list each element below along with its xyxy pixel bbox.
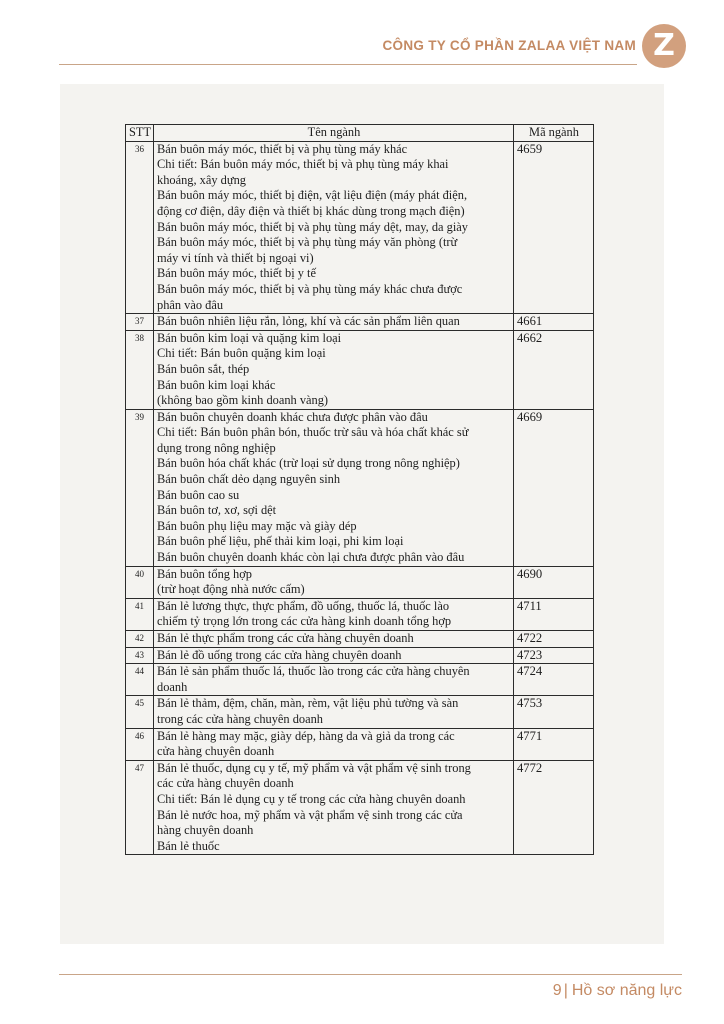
row-stt: 41 <box>126 598 154 630</box>
table-row <box>126 760 594 855</box>
row-industry-code: 4753 <box>514 696 594 728</box>
industry-line: Bán buôn tổng hợp <box>157 566 253 581</box>
document-title: Hồ sơ năng lực <box>571 982 682 999</box>
industry-line: Bán buôn cao su <box>157 487 240 502</box>
industry-line: động cơ điện, dây điện và thiết bị khác dùng trong mạch điện) <box>157 203 465 218</box>
page-footer <box>470 982 682 1000</box>
industry-line: chiếm tỷ trọng lớn trong các cửa hàng kinh doanh tổng hợp <box>157 614 452 629</box>
industry-line: Bán buôn máy móc, thiết bị và phụ tùng máy văn phòng (trừ <box>157 235 458 250</box>
row-industry-name <box>154 330 514 409</box>
table-row <box>126 314 594 331</box>
industry-line: Bán buôn tơ, xơ, sợi dệt <box>157 503 277 518</box>
table-row <box>126 566 594 598</box>
industry-line: Bán buôn chuyên doanh khác chưa được phân vào đâu <box>157 409 428 424</box>
industry-line: Bán buôn chuyên doanh khác còn lại chưa được phân vào đâu <box>157 550 465 565</box>
row-industry-name <box>154 409 514 566</box>
row-stt: 38 <box>126 330 154 409</box>
footer-separator: | <box>563 982 568 999</box>
company-logo-icon: Z <box>642 24 686 68</box>
table-row <box>126 728 594 760</box>
row-industry-code: 4724 <box>514 664 594 696</box>
business-codes-table <box>125 124 594 855</box>
row-industry-name <box>154 760 514 855</box>
industry-line: Bán buôn phế liệu, phế thải kim loại, phi kim loại <box>157 534 404 549</box>
page-number: 9 <box>552 982 562 999</box>
row-industry-name <box>154 664 514 696</box>
row-industry-name <box>154 728 514 760</box>
industry-line: Bán buôn hóa chất khác (trừ loại sử dụng trong nông nghiệp) <box>157 456 460 471</box>
table-row <box>126 647 594 664</box>
industry-line: các cửa hàng chuyên doanh <box>157 776 294 791</box>
row-industry-code: 4690 <box>514 566 594 598</box>
row-industry-code: 4771 <box>514 728 594 760</box>
industry-line: phân vào đâu <box>157 297 224 312</box>
row-stt: 42 <box>126 631 154 648</box>
industry-line: hàng chuyên doanh <box>157 823 254 838</box>
row-industry-code: 4772 <box>514 760 594 855</box>
industry-line: cửa hàng chuyên doanh <box>157 744 275 759</box>
table-row <box>126 631 594 648</box>
industry-line: Chi tiết: Bán buôn quặng kim loại <box>157 346 326 361</box>
row-stt: 43 <box>126 647 154 664</box>
row-stt: 36 <box>126 141 154 314</box>
industry-line: Bán buôn kim loại khác <box>157 377 276 392</box>
industry-line: Bán lẻ thực phẩm trong các cửa hàng chuyên doanh <box>157 631 414 645</box>
table-header-row <box>126 125 594 142</box>
row-industry-name <box>154 696 514 728</box>
industry-line: Bán lẻ thuốc, dụng cụ y tế, mỹ phẩm và vật phẩm vệ sinh trong <box>157 760 471 775</box>
row-stt: 39 <box>126 409 154 566</box>
row-stt: 46 <box>126 728 154 760</box>
row-industry-code: 4659 <box>514 141 594 314</box>
table-row <box>126 330 594 409</box>
industry-line: (không bao gồm kinh doanh vàng) <box>157 393 329 408</box>
row-industry-code: 4711 <box>514 598 594 630</box>
industry-line: Bán buôn chất dẻo dạng nguyên sinh <box>157 472 341 487</box>
row-industry-name <box>154 647 514 664</box>
industry-line: máy vi tính và thiết bị ngoại vi) <box>157 250 314 265</box>
row-stt: 44 <box>126 664 154 696</box>
company-name: CÔNG TY CỔ PHẦN ZALAA VIỆT NAM <box>382 38 636 53</box>
header-divider <box>59 64 637 65</box>
industry-line: (trừ hoạt động nhà nước cấm) <box>157 582 305 597</box>
industry-line: Bán buôn máy móc, thiết bị y tế <box>157 266 316 281</box>
column-header-industry-name: Tên ngành <box>154 125 514 142</box>
industry-line: Bán buôn máy móc, thiết bị và phụ tùng máy khác chưa được <box>157 281 463 296</box>
table-row <box>126 696 594 728</box>
industry-line: Bán buôn máy móc, thiết bị và phụ tùng máy khác <box>157 141 408 156</box>
table-row <box>126 664 594 696</box>
row-industry-code: 4722 <box>514 631 594 648</box>
industry-line: Bán lẻ sản phẩm thuốc lá, thuốc lào trong các cửa hàng chuyên <box>157 664 470 679</box>
row-industry-code: 4723 <box>514 647 594 664</box>
industry-line: Bán lẻ lương thực, thực phẩm, đồ uống, thuốc lá, thuốc lào <box>157 598 450 613</box>
row-stt: 40 <box>126 566 154 598</box>
industry-line: Bán buôn sắt, thép <box>157 361 250 376</box>
industry-line: Bán lẻ thuốc <box>157 838 220 853</box>
row-industry-name <box>154 631 514 648</box>
row-industry-name <box>154 566 514 598</box>
industry-line: dụng trong nông nghiệp <box>157 440 276 455</box>
row-stt: 37 <box>126 314 154 331</box>
table-row <box>126 409 594 566</box>
column-header-industry-code: Mã ngành <box>514 125 594 142</box>
row-industry-code: 4662 <box>514 330 594 409</box>
row-stt: 45 <box>126 696 154 728</box>
table-row <box>126 141 594 314</box>
column-header-stt: STT <box>126 125 154 142</box>
industry-line: khoáng, xây dựng <box>157 172 246 187</box>
industry-line: Bán lẻ đồ uống trong các cửa hàng chuyên doanh <box>157 647 402 662</box>
industry-line: Bán lẻ nước hoa, mỹ phẩm và vật phẩm vệ sinh trong các cửa <box>157 807 463 822</box>
industry-line: Bán buôn máy móc, thiết bị và phụ tùng máy dệt, may, da giày <box>157 219 468 234</box>
industry-line: Chi tiết: Bán lẻ dụng cụ y tế trong các cửa hàng chuyên doanh <box>157 791 466 806</box>
table-row <box>126 598 594 630</box>
industry-line: Bán buôn phụ liệu may mặc và giày dép <box>157 518 357 533</box>
row-industry-code: 4661 <box>514 314 594 331</box>
industry-line: trong các cửa hàng chuyên doanh <box>157 711 324 726</box>
industry-line: Bán buôn kim loại và quặng kim loại <box>157 330 342 345</box>
industry-line: Bán buôn nhiên liệu rắn, lỏng, khí và các sản phẩm liên quan <box>157 314 460 329</box>
row-stt: 47 <box>126 760 154 855</box>
footer-divider <box>59 974 682 975</box>
industry-line: Chi tiết: Bán buôn máy móc, thiết bị và phụ tùng máy khai <box>157 157 449 172</box>
row-industry-name <box>154 141 514 314</box>
industry-line: Bán lẻ thảm, đệm, chăn, màn, rèm, vật liệu phủ tường và sàn <box>157 696 459 711</box>
row-industry-code: 4669 <box>514 409 594 566</box>
row-industry-name <box>154 314 514 331</box>
industry-line: Bán lẻ hàng may mặc, giày dép, hàng da và giả da trong các <box>157 728 455 743</box>
row-industry-name <box>154 598 514 630</box>
industry-line: Chi tiết: Bán buôn phân bón, thuốc trừ sâu và hóa chất khác sử <box>157 425 469 440</box>
industry-line: doanh <box>157 679 188 694</box>
industry-line: Bán buôn máy móc, thiết bị điện, vật liệu điện (máy phát điện, <box>157 188 468 203</box>
